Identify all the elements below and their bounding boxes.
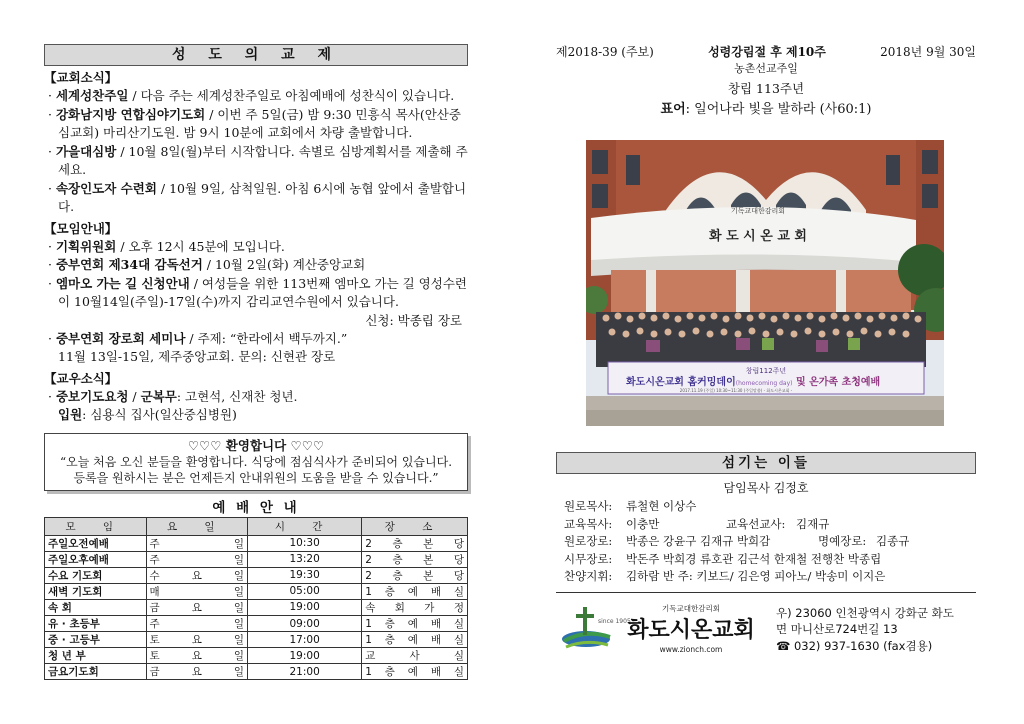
service-day: 토 요 일: [146, 648, 248, 664]
service-time: 09:00: [248, 615, 362, 631]
service-guide-title: 예 배 안 내: [212, 499, 300, 516]
service-name: 주일오후예배: [45, 551, 147, 567]
anniversary: 창립 113주년: [727, 81, 805, 96]
service-table-header: [45, 517, 468, 535]
service-name: 중 · 고등부: [45, 632, 147, 648]
emmaus-contact: 신청: 박종립 장로: [365, 312, 462, 328]
service-time: 21:00: [248, 664, 362, 680]
logo-url: www.zionch.com: [659, 644, 723, 654]
staff-header: 섬기는 이들: [556, 452, 976, 474]
staff-row-education: 교육목사: 이충만 교육선교사: 김재규: [564, 516, 830, 531]
church-address: [776, 605, 954, 655]
service-day: 수 요 일: [146, 567, 248, 583]
banner-top-text: 창립112주년: [745, 367, 787, 375]
church-group-photo: [586, 140, 944, 426]
service-day: 주 일: [146, 535, 248, 551]
col-day: 요 일: [146, 517, 248, 535]
logo-since: since 1905: [598, 617, 631, 625]
service-day: 주 일: [146, 615, 248, 631]
staff-row-active-elders: 시무장로: 박돈주 박희경 류호관 김근석 한재철 전행찬 박종립: [564, 551, 882, 566]
service-name: 수요 기도회: [45, 567, 147, 583]
service-row: [45, 632, 468, 648]
member-item-hospital: 입원: 심용식 집사(일산중심병원): [58, 407, 237, 422]
church-photo-illustration: [586, 140, 944, 426]
welcome-line-2: 등록을 원하시는 분은 언제든지 안내위원의 도움을 받을 수 있습니다.”: [73, 470, 439, 485]
news-item-retreat: · 속장인도자 수련회 / 10월 9일, 삼척일원. 아침 6시에 농협 앞에서 출발합니다.: [48, 180, 467, 214]
building-sign: 화 도 시 온 교 회: [709, 229, 807, 244]
service-row: [45, 648, 468, 664]
col-time: 시 간: [248, 517, 362, 535]
meetings-heading: 【모임안내】: [44, 220, 118, 236]
service-row: [45, 567, 468, 583]
service-place: 교 사 실: [362, 648, 468, 664]
service-time: 19:00: [248, 648, 362, 664]
service-time: 05:00: [248, 583, 362, 599]
seminar-details: 11월 13일-15일, 제주중앙교회. 문의: 신현관 장로: [58, 349, 336, 364]
service-time: 19:00: [248, 599, 362, 615]
service-time: 19:30: [248, 567, 362, 583]
service-place: 1 층 예 배 실: [362, 632, 468, 648]
member-news-heading: 【교우소식】: [44, 370, 118, 386]
service-row: [45, 535, 468, 551]
service-place: 1 층 예 배 실: [362, 583, 468, 599]
address-line-1: 우) 23060 인천광역시 강화군 화도: [776, 605, 954, 620]
church-logo: [556, 599, 776, 661]
left-column: [44, 44, 468, 680]
logo-denomination: 기독교대한감리회: [662, 603, 720, 613]
service-place: 2 층 본 당: [362, 535, 468, 551]
welcome-box: [44, 433, 468, 491]
service-name: 속 회: [45, 599, 147, 615]
right-column: [556, 44, 976, 661]
footer: [556, 599, 976, 661]
service-name: 유 · 초등부: [45, 615, 147, 631]
service-row: [45, 583, 468, 599]
col-place: 장 소: [362, 517, 468, 535]
service-day: 매 일: [146, 583, 248, 599]
banner-date: 2017.11.19 (주일) 10:30~11:30 (주일말씀) - 화도시온교회 -: [679, 388, 793, 393]
service-place: 1 층 예 배 실: [362, 664, 468, 680]
service-time: 17:00: [248, 632, 362, 648]
news-item-sacrament: · 세계성찬주일 / 다음 주는 세계성찬주일로 아침예배에 성찬식이 있습니다.: [48, 88, 455, 103]
member-item-prayer: · 중보기도요청 / 군복무: 고현석, 신재찬 청년.: [48, 388, 298, 404]
service-name: 주일오전예배: [45, 535, 147, 551]
service-row: [45, 664, 468, 680]
staff-row-music: 찬양지휘: 김하람 반 주: 키보드/ 김은영 피아노/ 박송미 이지은: [564, 569, 886, 583]
bulletin-header: [556, 44, 976, 60]
welcome-title: ♡♡♡ 환영합니다 ♡♡♡: [187, 437, 325, 453]
service-day: 금 요 일: [146, 599, 248, 615]
liturgical-week: 성령강림절 후 제10주: [708, 45, 826, 59]
motto: 표어: 일어나라 빛을 발하라 (사60:1): [660, 102, 872, 117]
welcome-line-1: “오늘 처음 오신 분들을 환영합니다. 식당에 점심식사가 준비되어 있습니다.: [59, 454, 453, 469]
col-meeting: 모 임: [45, 517, 147, 535]
occasion: 농촌선교주일: [734, 62, 798, 75]
staff-row-emeritus-elders: 원로장로: 박종은 강윤구 김재규 박희감 명예장로: 김종규: [564, 534, 910, 548]
logo-name: 화도시온교회: [627, 617, 755, 643]
news-item-prayer-meeting: · 강화남지방 연합심야기도회 / 이번 주 5일(금) 밤 9:30 민흥식 목사(안산중심교회) 마리산기도원. 밤 9시 10분에 교회에서 차량 출발합니다.: [48, 106, 461, 140]
news-item-visitation: · 가을대심방 / 10월 8일(월)부터 시작합니다. 속별로 심방계획서를 제출해 주세요.: [48, 143, 468, 177]
banner-text: 화도시온교회 홈커밍데이(homecoming day) 및 온가족 초청예배: [626, 377, 881, 388]
service-row: [45, 551, 468, 567]
service-time: 13:20: [248, 551, 362, 567]
service-time: 10:30: [248, 535, 362, 551]
service-row: [45, 615, 468, 631]
bulletin-date: 2018년 9월 30일: [880, 45, 976, 59]
service-day: 금 요 일: [146, 664, 248, 680]
senior-pastor: 담임목사 김정호: [723, 481, 809, 495]
church-news-heading: 【교회소식】: [44, 70, 118, 85]
meeting-item-emmaus: · 엠마오 가는 길 신청안내 / 여성들을 위한 113번째 엠마오 가는 길 영성수련이 10월14일(주일)-17일(수)까지 감리교연수원에서 있습니다.: [48, 275, 467, 309]
service-name: 새벽 기도회: [45, 583, 147, 599]
building-sign-small: 기독교대한감리회: [730, 207, 786, 215]
service-name: 금요기도회: [45, 664, 147, 680]
service-day: 토 요 일: [146, 632, 248, 648]
footer-divider: [556, 592, 976, 593]
meeting-item-election: · 중부연회 제34대 감독선거 / 10월 2일(화) 계산중앙교회: [48, 257, 366, 272]
church-logo-icon: [556, 599, 776, 661]
service-place: 1 층 예 배 실: [362, 615, 468, 631]
staff-row-emeritus-pastor: 원로목사: 류철현 이상수: [564, 499, 697, 513]
phone-number: ☎ 032) 937-1630 (fax겸용): [776, 638, 933, 653]
service-place: 2 층 본 당: [362, 551, 468, 567]
fellowship-header: 성 도 의 교 제: [44, 44, 468, 66]
service-day: 주 일: [146, 551, 248, 567]
meeting-item-seminar: · 중부연회 장로회 세미나 / 주제: “한라에서 백두까지.”: [48, 330, 348, 346]
service-place: 속 회 가 정: [362, 599, 468, 615]
service-row: [45, 599, 468, 615]
issue-number: 제2018-39 (주보): [556, 45, 654, 59]
service-name: 청 년 부: [45, 648, 147, 664]
address-line-2: 면 마니산로724번길 13: [776, 622, 898, 637]
service-table: [44, 517, 468, 681]
meeting-item-planning: · 기획위원회 / 오후 12시 45분에 모입니다.: [48, 238, 285, 254]
service-place: 2 층 본 당: [362, 567, 468, 583]
